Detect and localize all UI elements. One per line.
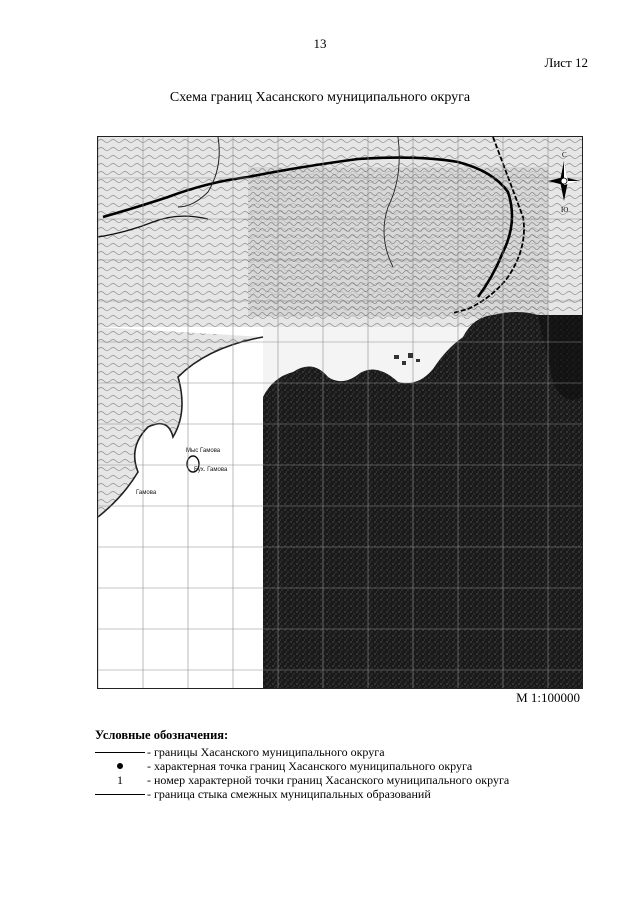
map-scale: М 1:100000 [516, 690, 580, 705]
adjacent-boundary-line-icon [95, 794, 145, 795]
legend-text: - номер характерной точки границ Хасанского муниципального округа [147, 772, 510, 787]
boundary-line-icon [95, 752, 145, 753]
legend-item-adjacent-boundary [95, 787, 615, 801]
legend [95, 728, 615, 801]
boundary-map [97, 136, 583, 689]
sheet-label: Лист 12 [544, 55, 588, 70]
legend-text: - границы Хасанского муниципального округа [147, 744, 385, 759]
compass-north-label: С [562, 151, 567, 159]
point-dot-icon [117, 763, 123, 769]
legend-text: - характерная точка границ Хасанского муниципального округа [147, 758, 473, 773]
settlement [394, 353, 420, 365]
legend-title: Условные обозначения: [95, 728, 229, 742]
sea-east [263, 312, 582, 688]
legend-item-point [95, 759, 615, 773]
page-number: 13 [313, 36, 327, 51]
legend-item-point-number [95, 773, 615, 787]
legend-text: - граница стыка смежных муниципальных образований [147, 786, 431, 801]
compass-south-label: Ю [561, 206, 569, 214]
bay-label: Бух. Гамова [194, 467, 228, 473]
map-image [98, 137, 582, 688]
village-label: Гамова [136, 490, 157, 496]
document-title: Схема границ Хасанского муниципального округа [169, 90, 471, 105]
point-number: 1 [117, 772, 123, 787]
legend-item-boundary [95, 745, 615, 759]
cape-label: Мыс Гамова [186, 448, 221, 454]
